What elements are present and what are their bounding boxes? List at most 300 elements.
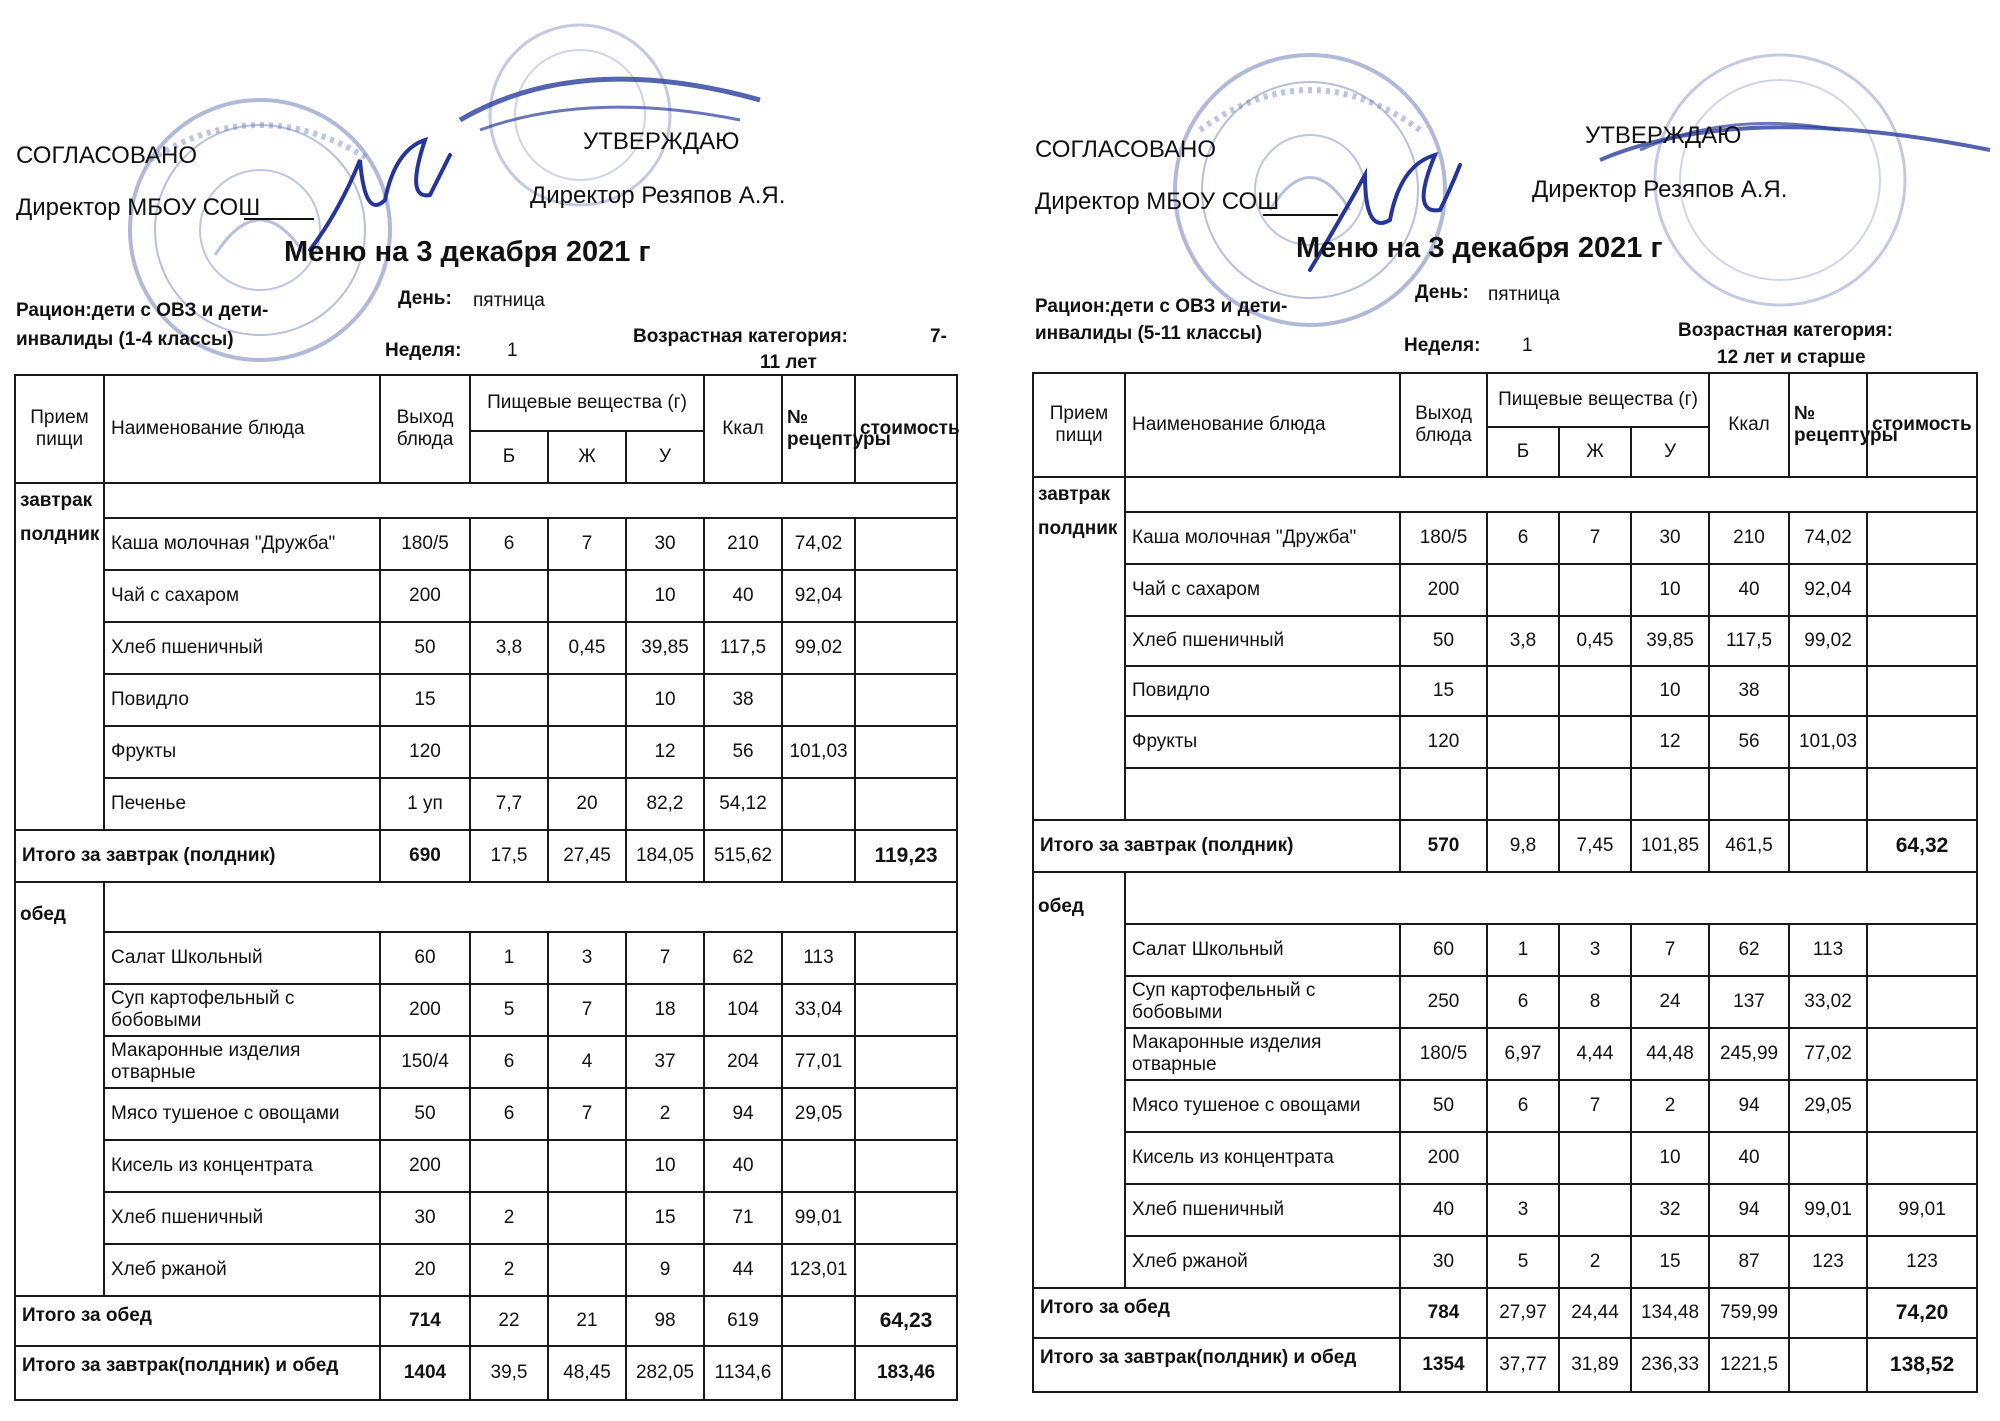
- header-row: [1033, 373, 1977, 427]
- meal-cell: [15, 1244, 104, 1296]
- dish-recipe: 77,01: [782, 1036, 855, 1088]
- table-row: [1033, 924, 1977, 976]
- ration-line-2: инвалиды (1-4 классы): [16, 329, 234, 350]
- meal-cell: [15, 984, 104, 1036]
- dish-zh: [548, 674, 626, 726]
- meal-cell: [15, 778, 104, 830]
- dish-kcal: 38: [704, 674, 782, 726]
- table-row: [15, 674, 957, 726]
- total-u: 98: [626, 1296, 704, 1346]
- approve-label: УТВЕРЖДАЮ: [1585, 122, 1742, 149]
- dish-cost: [855, 778, 957, 830]
- dish-cost: 123: [1867, 1236, 1977, 1288]
- grand-total-row: [15, 1346, 957, 1400]
- dish-cost: [1867, 768, 1977, 820]
- table-row: [1033, 976, 1977, 1028]
- dish-name: Хлеб ржаной: [104, 1244, 380, 1296]
- dish-output: 60: [380, 932, 470, 984]
- dish-name: Макаронные изделия отварные: [104, 1036, 380, 1088]
- dish-zh: [548, 1244, 626, 1296]
- grand-output: 1354: [1400, 1338, 1487, 1392]
- dish-kcal: 204: [704, 1036, 782, 1088]
- dish-b: [470, 726, 548, 778]
- dish-b: [1487, 1132, 1559, 1184]
- dish-recipe: 74,02: [782, 518, 855, 570]
- dish-recipe: 101,03: [782, 726, 855, 778]
- total-zh: 21: [548, 1296, 626, 1346]
- dish-cost: [1867, 616, 1977, 666]
- col-meal: Прием пищи: [15, 375, 104, 483]
- dish-b: [1487, 716, 1559, 768]
- director-name: Директор Резяпов А.Я.: [1532, 176, 1788, 203]
- dish-b: 3,8: [470, 622, 548, 674]
- dish-cost: [855, 622, 957, 674]
- dish-zh: 7: [548, 518, 626, 570]
- dish-recipe: 74,02: [1789, 512, 1867, 564]
- col-recipe: № рецептуры: [1789, 373, 1867, 477]
- snack-label: полдник: [1033, 512, 1125, 564]
- dish-recipe: [782, 674, 855, 726]
- lunch-label: обед: [1033, 872, 1125, 924]
- director-school-label: Директор МБОУ СОШ: [16, 194, 261, 221]
- dish-cost: [1867, 512, 1977, 564]
- dish-b: [1487, 768, 1559, 820]
- dish-output: 15: [380, 674, 470, 726]
- dish-recipe: 92,04: [1789, 564, 1867, 616]
- dish-b: 1: [470, 932, 548, 984]
- col-kcal: Ккал: [704, 375, 782, 483]
- total-cost: 64,32: [1867, 820, 1977, 872]
- total-output: 570: [1400, 820, 1487, 872]
- director-school-label: Директор МБОУ СОШ: [1035, 188, 1280, 215]
- age-label: Возрастная категория:: [1678, 320, 1893, 341]
- col-output: Выход блюда: [1400, 373, 1487, 477]
- grand-total-label: Итого за завтрак(полдник) и обед: [15, 1346, 380, 1400]
- grand-total-row: [1033, 1338, 1977, 1392]
- total-output: 784: [1400, 1288, 1487, 1338]
- col-recipe: № рецептуры: [782, 375, 855, 483]
- total-output: 690: [380, 830, 470, 882]
- dish-u: [1631, 768, 1709, 820]
- dish-zh: [1559, 1132, 1631, 1184]
- dish-cost: [855, 1244, 957, 1296]
- week-label: Неделя:: [385, 340, 462, 361]
- total-kcal: 619: [704, 1296, 782, 1346]
- dish-name: Повидло: [104, 674, 380, 726]
- dish-kcal: 210: [1709, 512, 1789, 564]
- table-row: [15, 570, 957, 622]
- table-row: [1033, 768, 1977, 820]
- dish-cost: [855, 932, 957, 984]
- dish-recipe: [1789, 666, 1867, 716]
- dish-output: [1400, 768, 1487, 820]
- dish-u: 10: [1631, 666, 1709, 716]
- dish-output: 150/4: [380, 1036, 470, 1088]
- meal-cell: [1033, 1236, 1125, 1288]
- table-row: [1033, 1080, 1977, 1132]
- dish-b: 3,8: [1487, 616, 1559, 666]
- ration-line-2: инвалиды (5-11 классы): [1035, 323, 1263, 344]
- dish-name: Повидло: [1125, 666, 1400, 716]
- dish-cost: [1867, 1080, 1977, 1132]
- col-nutrients: Пищевые вещества (г): [470, 375, 704, 431]
- dish-recipe: [782, 778, 855, 830]
- lunch-label: обед: [15, 882, 104, 932]
- dish-recipe: 99,02: [782, 622, 855, 674]
- meal-cell: [1033, 1184, 1125, 1236]
- dish-name: Каша молочная "Дружба": [1125, 512, 1400, 564]
- meal-cell: [1033, 1132, 1125, 1184]
- dish-kcal: 94: [704, 1088, 782, 1140]
- dish-b: 6,97: [1487, 1028, 1559, 1080]
- dish-zh: [548, 1192, 626, 1244]
- meal-cell: [1033, 924, 1125, 976]
- total-b: 9,8: [1487, 820, 1559, 872]
- dish-kcal: 40: [704, 1140, 782, 1192]
- table-row: [1033, 512, 1977, 564]
- dish-u: 12: [626, 726, 704, 778]
- dish-cost: [1867, 564, 1977, 616]
- dish-recipe: 123: [1789, 1236, 1867, 1288]
- dish-u: 24: [1631, 976, 1709, 1028]
- dish-recipe: 99,01: [782, 1192, 855, 1244]
- dish-zh: [1559, 666, 1631, 716]
- menu-title: Меню на 3 декабря 2021 г: [1296, 232, 1663, 264]
- dish-zh: [1559, 716, 1631, 768]
- total-cost: 74,20: [1867, 1288, 1977, 1338]
- col-u: У: [626, 431, 704, 483]
- dish-u: 10: [1631, 564, 1709, 616]
- total-recipe: [1789, 1288, 1867, 1338]
- dish-kcal: 40: [1709, 1132, 1789, 1184]
- dish-name: [1125, 768, 1400, 820]
- meal-cell: [15, 1088, 104, 1140]
- dish-u: 18: [626, 984, 704, 1036]
- dish-cost: [855, 1036, 957, 1088]
- dish-name: Хлеб пшеничный: [1125, 1184, 1400, 1236]
- breakfast-total-label: Итого за завтрак (полдник): [1033, 820, 1400, 872]
- dish-recipe: 77,02: [1789, 1028, 1867, 1080]
- total-kcal: 515,62: [704, 830, 782, 882]
- meal-cell: [15, 674, 104, 726]
- table-row: [15, 622, 957, 674]
- dish-output: 50: [1400, 616, 1487, 666]
- dish-b: 1: [1487, 924, 1559, 976]
- breakfast-label: завтрак: [15, 483, 104, 518]
- age-value-a: 7-: [930, 326, 947, 347]
- dish-u: 9: [626, 1244, 704, 1296]
- dish-name: Салат Школьный: [1125, 924, 1400, 976]
- dish-u: 7: [626, 932, 704, 984]
- table-row: [1033, 666, 1977, 716]
- grand-recipe: [1789, 1338, 1867, 1392]
- lunch-section-row: [1033, 872, 1977, 924]
- col-cost: стоимость: [855, 375, 957, 483]
- dish-b: 6: [1487, 512, 1559, 564]
- dish-u: 7: [1631, 924, 1709, 976]
- dish-output: 20: [380, 1244, 470, 1296]
- dish-u: 30: [626, 518, 704, 570]
- col-nutrients: Пищевые вещества (г): [1487, 373, 1709, 427]
- dish-zh: 3: [1559, 924, 1631, 976]
- dish-zh: [1559, 768, 1631, 820]
- dish-kcal: 56: [1709, 716, 1789, 768]
- dish-u: 2: [626, 1088, 704, 1140]
- lunch-total-label: Итого за обед: [1033, 1288, 1400, 1338]
- total-zh: 24,44: [1559, 1288, 1631, 1338]
- dish-recipe: 113: [782, 932, 855, 984]
- day-value: пятница: [1488, 284, 1560, 305]
- total-recipe: [1789, 820, 1867, 872]
- breakfast-total-row: [15, 830, 957, 882]
- dish-zh: 0,45: [1559, 616, 1631, 666]
- dish-recipe: 113: [1789, 924, 1867, 976]
- dish-cost: [1867, 716, 1977, 768]
- meal-cell: [1033, 666, 1125, 716]
- dish-kcal: 54,12: [704, 778, 782, 830]
- breakfast-total-row: [1033, 820, 1977, 872]
- breakfast-total-label: Итого за завтрак (полдник): [15, 830, 380, 882]
- breakfast-section-row: [15, 483, 957, 518]
- dish-cost: [855, 1088, 957, 1140]
- dish-zh: 8: [1559, 976, 1631, 1028]
- dish-recipe: 33,04: [782, 984, 855, 1036]
- meal-cell: [15, 932, 104, 984]
- dish-kcal: 94: [1709, 1080, 1789, 1132]
- meal-cell: [1033, 1080, 1125, 1132]
- dish-zh: [548, 1140, 626, 1192]
- col-zh: Ж: [1559, 427, 1631, 477]
- col-output: Выход блюда: [380, 375, 470, 483]
- grand-kcal: 1221,5: [1709, 1338, 1789, 1392]
- week-label: Неделя:: [1404, 335, 1481, 356]
- dish-name: Фрукты: [1125, 716, 1400, 768]
- dish-zh: 4,44: [1559, 1028, 1631, 1080]
- dish-recipe: 33,02: [1789, 976, 1867, 1028]
- dish-output: 30: [1400, 1236, 1487, 1288]
- ration-line-1: Рацион:дети с ОВЗ и дети-: [16, 300, 269, 321]
- col-meal: Прием пищи: [1033, 373, 1125, 477]
- day-label: День:: [398, 288, 452, 309]
- dish-b: [1487, 564, 1559, 616]
- dish-name: Мясо тушеное с овощами: [104, 1088, 380, 1140]
- dish-name: Хлеб пшеничный: [104, 1192, 380, 1244]
- meal-cell: [1033, 564, 1125, 616]
- dish-output: 30: [380, 1192, 470, 1244]
- dish-output: 180/5: [1400, 1028, 1487, 1080]
- lunch-rows: [15, 932, 957, 1296]
- meal-cell: [1033, 1028, 1125, 1080]
- age-label: Возрастная категория:: [633, 326, 848, 347]
- dish-recipe: 29,05: [1789, 1080, 1867, 1132]
- dish-zh: 2: [1559, 1236, 1631, 1288]
- total-b: 27,97: [1487, 1288, 1559, 1338]
- col-dish: Наименование блюда: [1125, 373, 1400, 477]
- dish-b: 6: [470, 518, 548, 570]
- dish-output: 120: [380, 726, 470, 778]
- dish-kcal: 137: [1709, 976, 1789, 1028]
- dish-u: 12: [1631, 716, 1709, 768]
- dish-cost: [1867, 666, 1977, 716]
- grand-b: 39,5: [470, 1346, 548, 1400]
- dish-zh: 20: [548, 778, 626, 830]
- dish-b: [470, 1140, 548, 1192]
- meal-cell: [1033, 716, 1125, 768]
- dish-zh: 4: [548, 1036, 626, 1088]
- grand-cost: 183,46: [855, 1346, 957, 1400]
- lunch-total-row: [15, 1296, 957, 1346]
- col-cost: стоимость: [1867, 373, 1977, 477]
- grand-kcal: 1134,6: [704, 1346, 782, 1400]
- dish-name: Мясо тушеное с овощами: [1125, 1080, 1400, 1132]
- breakfast-spacer: [104, 483, 957, 518]
- dish-u: 39,85: [1631, 616, 1709, 666]
- lunch-total-label: Итого за обед: [15, 1296, 380, 1346]
- dish-zh: [1559, 564, 1631, 616]
- dish-output: 200: [380, 984, 470, 1036]
- dish-zh: 7: [548, 1088, 626, 1140]
- dish-output: 200: [1400, 1132, 1487, 1184]
- col-dish: Наименование блюда: [104, 375, 380, 483]
- total-u: 101,85: [1631, 820, 1709, 872]
- dish-cost: [855, 984, 957, 1036]
- dish-b: 6: [1487, 976, 1559, 1028]
- table-row: [1033, 564, 1977, 616]
- total-zh: 27,45: [548, 830, 626, 882]
- col-u: У: [1631, 427, 1709, 477]
- dish-u: 10: [626, 674, 704, 726]
- signature-line: [244, 198, 314, 220]
- dish-kcal: [1709, 768, 1789, 820]
- table-row: [15, 1036, 957, 1088]
- dish-recipe: 29,05: [782, 1088, 855, 1140]
- dish-kcal: 210: [704, 518, 782, 570]
- dish-u: 10: [626, 570, 704, 622]
- dish-cost: [855, 674, 957, 726]
- table-row: [15, 984, 957, 1036]
- dish-cost: [855, 726, 957, 778]
- dish-name: Чай с сахаром: [104, 570, 380, 622]
- dish-kcal: 117,5: [704, 622, 782, 674]
- dish-zh: 7: [1559, 1080, 1631, 1132]
- dish-output: 15: [1400, 666, 1487, 716]
- meal-cell: [1033, 768, 1125, 820]
- dish-zh: [548, 570, 626, 622]
- menu-panel-right: [1020, 0, 2000, 1421]
- dish-name: Хлеб ржаной: [1125, 1236, 1400, 1288]
- dish-kcal: 38: [1709, 666, 1789, 716]
- breakfast-rows: [1033, 512, 1977, 820]
- grand-b: 37,77: [1487, 1338, 1559, 1392]
- dish-kcal: 117,5: [1709, 616, 1789, 666]
- dish-cost: [855, 570, 957, 622]
- dish-zh: 0,45: [548, 622, 626, 674]
- dish-cost: [1867, 1028, 1977, 1080]
- menu-table: [14, 374, 958, 1401]
- dish-b: 6: [1487, 1080, 1559, 1132]
- dish-kcal: 87: [1709, 1236, 1789, 1288]
- meal-cell: [15, 726, 104, 778]
- dish-recipe: 92,04: [782, 570, 855, 622]
- dish-u: 44,48: [1631, 1028, 1709, 1080]
- dish-b: 2: [470, 1244, 548, 1296]
- table-row: [1033, 716, 1977, 768]
- dish-zh: 7: [548, 984, 626, 1036]
- grand-recipe: [782, 1346, 855, 1400]
- day-value: пятница: [473, 290, 545, 311]
- dish-recipe: [1789, 1132, 1867, 1184]
- table-row: [1033, 1132, 1977, 1184]
- col-b: Б: [1487, 427, 1559, 477]
- total-u: 184,05: [626, 830, 704, 882]
- meal-cell: [1033, 616, 1125, 666]
- dish-kcal: 62: [704, 932, 782, 984]
- dish-kcal: 40: [1709, 564, 1789, 616]
- dish-cost: [855, 1140, 957, 1192]
- dish-name: Суп картофельный с бобовыми: [1125, 976, 1400, 1028]
- meal-cell: [15, 1192, 104, 1244]
- total-kcal: 461,5: [1709, 820, 1789, 872]
- week-value: 1: [1522, 335, 1533, 356]
- dish-u: 2: [1631, 1080, 1709, 1132]
- dish-u: 15: [1631, 1236, 1709, 1288]
- grand-output: 1404: [380, 1346, 470, 1400]
- dish-output: 40: [1400, 1184, 1487, 1236]
- dish-cost: [855, 518, 957, 570]
- grand-u: 282,05: [626, 1346, 704, 1400]
- dish-output: 250: [1400, 976, 1487, 1028]
- dish-output: 50: [1400, 1080, 1487, 1132]
- dish-recipe: 99,02: [1789, 616, 1867, 666]
- school-stamp-seal: [90, 80, 430, 370]
- dish-recipe: [1789, 768, 1867, 820]
- lunch-section-row: [15, 882, 957, 932]
- dish-u: 10: [626, 1140, 704, 1192]
- dish-kcal: 62: [1709, 924, 1789, 976]
- table-row: [15, 1244, 957, 1296]
- grand-zh: 48,45: [548, 1346, 626, 1400]
- dish-kcal: 40: [704, 570, 782, 622]
- dish-kcal: 71: [704, 1192, 782, 1244]
- table-row: [1033, 1184, 1977, 1236]
- dish-output: 200: [380, 1140, 470, 1192]
- dish-output: 200: [1400, 564, 1487, 616]
- total-recipe: [782, 830, 855, 882]
- dish-zh: 3: [548, 932, 626, 984]
- age-value-b: 11 лет: [760, 352, 817, 373]
- dish-u: 15: [626, 1192, 704, 1244]
- table-row: [15, 518, 957, 570]
- dish-output: 50: [380, 1088, 470, 1140]
- dish-name: Суп картофельный с бобовыми: [104, 984, 380, 1036]
- agreed-label: СОГЛАСОВАНО: [1035, 136, 1217, 163]
- dish-b: 2: [470, 1192, 548, 1244]
- snack-label: полдник: [15, 518, 104, 570]
- table-row: [15, 778, 957, 830]
- meal-cell: [15, 622, 104, 674]
- dish-output: 200: [380, 570, 470, 622]
- dish-u: 30: [1631, 512, 1709, 564]
- dish-cost: [1867, 924, 1977, 976]
- dish-b: 5: [1487, 1236, 1559, 1288]
- dish-u: 10: [1631, 1132, 1709, 1184]
- dish-kcal: 94: [1709, 1184, 1789, 1236]
- dish-name: Хлеб пшеничный: [104, 622, 380, 674]
- total-kcal: 759,99: [1709, 1288, 1789, 1338]
- col-kcal: Ккал: [1709, 373, 1789, 477]
- lunch-total-row: [1033, 1288, 1977, 1338]
- dish-recipe: 99,01: [1789, 1184, 1867, 1236]
